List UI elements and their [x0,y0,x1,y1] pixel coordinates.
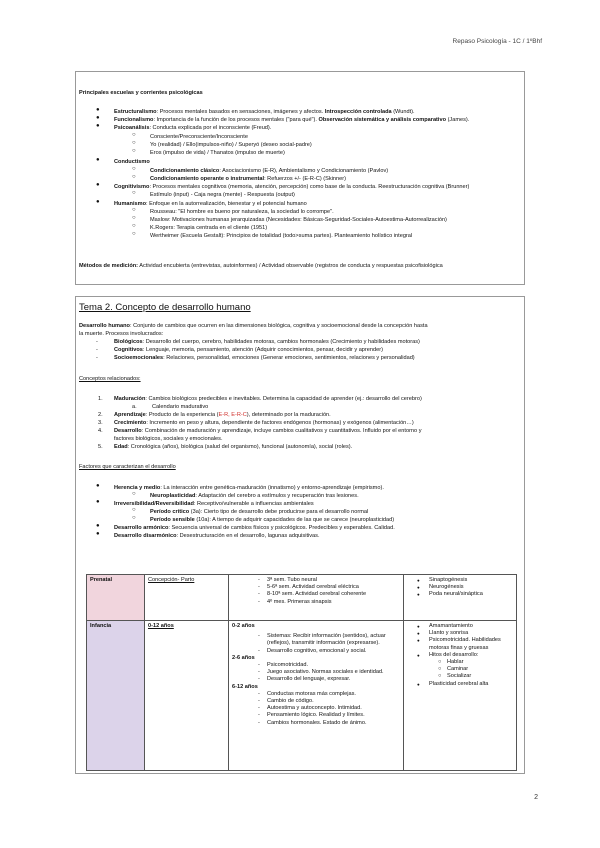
circle-bullet: ○ [132,140,136,146]
bullet: ● [96,123,100,129]
def-line2: la muerte. Procesos involucrados: [79,331,164,337]
list-item: - 5-6ª sem. Actividad cerebral eléctrica [267,584,400,591]
num: 5. [98,444,103,450]
concepto-item: Desarrollo: Combinación de maduración y aprendizaje, incluye cambios cualitativos y cuantitativos. Influido por el entorno y [114,428,422,434]
dash: - [96,347,98,353]
circle-bullet: ○ [132,223,136,229]
page-header: Repaso Psicología - 1C / 1ºBhf [452,38,542,45]
list-item: - 8-10ª sem. Actividad cerebral coherente [267,591,400,598]
schools-heading: Principales escuelas y corrientes psicológicas [79,90,203,96]
list-item: - Cambio de código. [267,698,400,705]
conductismo-label: Conductismo [114,159,150,165]
psico-sub: Eros (impulso de vida) / Thanatos (impulso de muerte) [150,150,285,156]
table-row-infancia [87,621,517,771]
factor-item: Irreversibilidad/Reversibilidad: Receptivo/vulnerable a influencias ambientales [114,501,314,507]
proceso-item: Cognitivos: Lenguaje, memoria, pensamiento, atención (Adquirir conocimientos, pensar, decidir y aprender) [114,347,383,353]
circle-bullet: ○ [132,231,136,237]
items-cell [229,621,404,771]
psico-sub: Yo (realidad) / Ello(impulsos-niño) / Superyó (deseo social-padre) [150,142,312,148]
bullet: ● [96,499,100,505]
proceso-item: Biológicos: Desarrollo del cuerpo, cerebro, habilidades motoras, cambios hormonales (Crecimiento y habilidades motoras) [114,339,420,345]
cond-sub: Condicionamiento clásico: Asociacionismo (E-R), Ambientalismo y Condicionamiento (Pavlov) [150,168,389,174]
num: 2. [98,412,103,418]
factor-sub: Período sensible (10a): A tiempo de adquirir capacidades de las que se carece (neuroplasticidad) [150,517,395,523]
funcionalismo-item: Funcionalismo: Importancia de la función de los procesos mentales ("para qué"). Observación sistemática y análisis comparativo (James). [114,117,470,123]
circle-bullet: ○ [132,207,136,213]
concept-cell: Concepción- Parto [145,575,229,621]
circle-bullet: ○ [132,132,136,138]
concepto-item: Maduración: Cambios biológicos predecibles e inevitables. Determina la capacidad de aprender (ej.: desarrollo del cerebro) [114,396,422,402]
bullet: ● [96,523,100,529]
dash: - [96,355,98,361]
circle-bullet: ○ [132,148,136,154]
list-item: ● Sinaptogénesis [429,577,513,584]
circle-bullet: ○ [132,507,136,513]
list-item: ● Hitos del desarrollo: [429,652,513,659]
list-item: ○ Socializar [447,673,513,680]
list-item: - Psicomotricidad. [267,662,400,669]
list-item: - Sistemas: Recibir información (sentidos), actuar (reflejos), transmitir información (expresarse). [267,633,400,647]
desarrollo-cont: factores biológicos, sociales y emocionales. [114,436,223,442]
circle-bullet: ○ [132,190,136,196]
bullet: ● [96,107,100,113]
list-item: - Cambios hormonales. Estado de ánimo. [267,720,400,727]
bullet: ● [96,182,100,188]
psico-sub: Consciente/Preconsciente/Inconsciente [150,134,248,140]
list-item: ● Poda neural/sináptica [429,591,513,598]
list-item: - Desarrollo cognitivo, emocional y social. [267,648,400,655]
list-item: ● Plasticidad cerebral alta [429,681,513,688]
stage-cell: Infancia [87,621,145,771]
list-item: - Conductas motoras más complejas. [267,691,400,698]
right-cell [404,621,517,771]
list-item: ● Psicomotricidad. Habilidades motoras finas y gruesas [429,637,513,651]
list-item: ● Neurogénesis [429,584,513,591]
hum-sub: Wertheimer (Escuela Gestalt): Principios de totalidad (todo>suma partes). Planteamiento holístico integral [150,233,413,239]
list-item: - Desarrollo del lenguaje, expresar. [267,676,400,683]
bullet: ● [96,531,100,537]
concepto-item: Crecimiento: Incremento en peso y altura, dependiente de factores endógenos (hormonas) y exógenos (alimentación…) [114,420,414,426]
list-item: - Autoestima y autoconcepto. Intimidad. [267,705,400,712]
sub-letter: a. [132,404,137,410]
bullet: ● [96,157,100,163]
bullet: ● [96,483,100,489]
num: 3. [98,420,103,426]
list-item: - Juego asociativo. Normas sociales e identidad. [267,669,400,676]
table-row-prenatal [87,575,517,621]
dash: - [96,339,98,345]
cond-sub: Condicionamiento operante o instrumental: Refuerzos +/- (E-R-C) (Skinner) [150,176,346,182]
relacionados-heading: Conceptos relacionados: [79,376,141,382]
list-item: - 3ª sem. Tubo neural [267,577,400,584]
factor-item: Desarrollo disarmónico: Desestructuración en el desarrollo, lagunas adquisitivas. [114,533,320,539]
stage-cell: Prenatal [87,575,145,621]
circle-bullet: ○ [132,166,136,172]
proceso-item: Socioemocionales: Relaciones, personalidad, emociones (Generar emociones, sentimientos, relaciones y personalidad) [114,355,415,361]
list-item: ● Llanto y sonrisa [429,630,513,637]
factores-heading: Factores que caracterizan el desarrollo [79,464,176,470]
bullet: ● [96,115,100,121]
list-item: ● Amamantamiento [429,623,513,630]
bullet: ● [96,199,100,205]
def-line1: Desarrollo humano: Conjunto de cambios que ocurren en las dimensiones biológica, cognitiva y socioemocional desde la concepción hasta [79,323,428,329]
list-item: ○ Caminar [447,666,513,673]
humanismo-item: Humanismo: Enfoque en la autorrealización, bienestar y el potencial humano [114,201,307,207]
cog-sub: Estímulo (input) - Caja negra (mente) - Respuesta (output) [150,192,295,198]
circle-bullet: ○ [132,515,136,521]
factor-item: Herencia y medio: La interacción entre genética-maduración (innatismo) y entorno-aprendizaje (empirismo). [114,485,384,491]
circle-bullet: ○ [132,174,136,180]
hum-sub: K.Rogers: Terapia centrada en el cliente (1951) [150,225,268,231]
list-item: ○ Hablar [447,659,513,666]
num: 1. [98,396,103,402]
concepto-item: Aprendizaje: Producto de la experiencia (E-R, E-R-C), determinado por la maduración. [114,412,331,418]
psicoanalisis-item: Psicoanálisis: Conducta explicada por el inconsciente (Freud). [114,125,272,131]
list-item: - 4º mes. Primeras sinapsis [267,599,400,606]
cognitivismo-item: Cognitivismo: Procesos mentales cognitivos (memoria, atención, percepción) como base de la conducta. Reestructuración cognitiva (Brunner) [114,184,470,190]
maduracion-sub: Calendario madurativo [152,404,209,410]
hum-sub: Maslow: Motivaciones humanas jerarquizadas (Necesidades: Básicas-Seguridad-Sociales-Autoestima-Autorrealización) [150,217,447,223]
right-cell [404,575,517,621]
factor-item: Desarrollo armónico: Secuencia universal de cambios físicos y psicológicos. Predecibles y esperables. Calidad. [114,525,395,531]
factor-sub: Neuroplasticidad: Adaptación del cerebro a estímulos y recuperación tras lesiones. [150,493,359,499]
age-group: 2-6 años [232,654,255,661]
circle-bullet: ○ [132,491,136,497]
tema2-title: Tema 2. Concepto de desarrollo humano [79,302,251,313]
stages-table [86,574,517,771]
items-cell [229,575,404,621]
circle-bullet: ○ [132,215,136,221]
concept-cell: 0-12 años [145,621,229,771]
estructuralismo-item: Estructuralismo: Procesos mentales basados en sensaciones, imágenes y afectos. Introspección controlada (Wundt). [114,109,415,115]
hum-sub: Rousseau: "El hombre es bueno por naturaleza, la sociedad lo corrompe". [150,209,334,215]
age-group: 6-12 años [232,683,258,690]
list-item: - Pensamiento lógico. Realidad y límites. [267,712,400,719]
factor-sub: Período crítico (3a): Cierto tipo de desarrollo debe producirse para el desarrollo normal [150,509,369,515]
concepto-item: Edad: Cronológica (años), biológica (salud del organismo), funcional (autonomía), social (roles). [114,444,353,450]
num: 4. [98,428,103,434]
metodos-item: Métodos de medición: Actividad encubierta (entrevistas, autoinformes) / Actividad observable (registros de conducta y respuestas psicofisiológica [79,263,443,269]
page-number: 2 [534,794,538,801]
age-group: 0-2 años [232,623,255,629]
